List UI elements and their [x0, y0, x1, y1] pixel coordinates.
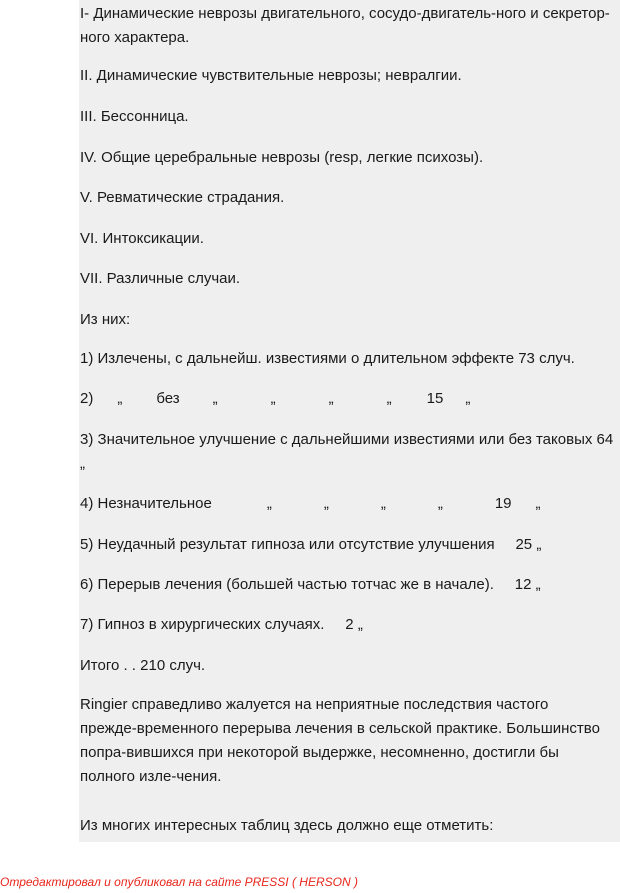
result-4-ditto-1: „ — [266, 495, 272, 512]
result-1-cured: 1) Излечены, с дальнейш. известиями о длительном эффекте 73 случ. — [80, 350, 575, 367]
paragraph-cerebral-neuroses: IV. Общие церебральные неврозы (resp, легкие психозы). — [80, 149, 484, 166]
result-2-ditto-4: „ — [328, 390, 334, 407]
result-2-without-word: без — [156, 390, 180, 407]
result-4-count: 19 — [494, 495, 512, 512]
paragraph-ringier: Ringier справедливо жалуется на неприятные последствия частого прежде-временного перерыва лечения в сельской практике. Большинство попра-вившихся при некоторой выдержке, несомненно, достигли бы полного изле-чения. — [80, 696, 600, 785]
result-5-failure: 5) Неудачный результат гипноза или отсутствие улучшения 25 „ — [80, 536, 542, 553]
result-2-without — [80, 387, 620, 411]
total-line: Итого . . 210 случ. — [80, 657, 206, 674]
result-4-ditto-2: „ — [323, 495, 329, 512]
result-4-ditto-3: „ — [380, 495, 386, 512]
result-2-count: 15 — [426, 390, 444, 407]
paragraph-tables: Из многих интересных таблиц здесь должно еще отметить: — [80, 817, 494, 834]
result-2-ditto-1: „ — [117, 390, 123, 407]
paragraph-various: VII. Различные случаи. — [80, 270, 241, 287]
result-6-interrupted: 6) Перерыв лечения (большей частью тотчас же в начале). 12 „ — [80, 576, 541, 593]
result-3-improvement: 3) Значительное улучшение с дальнейшими известиями или без таковых 64 „ — [80, 431, 614, 472]
result-4-ditto-4: „ — [437, 495, 443, 512]
result-2-ditto-6: „ — [465, 390, 471, 407]
result-2-ditto-3: „ — [270, 390, 276, 407]
result-4-ditto-5: „ — [535, 495, 541, 512]
footer-credit: Отредактировал и опубликовал на сайте PRESSI ( HERSON ) — [0, 875, 358, 889]
result-2-ditto-5: „ — [386, 390, 392, 407]
result-4-minor — [80, 492, 620, 516]
result-4-label: 4) Незначительное — [80, 495, 212, 512]
paragraph-of-them: Из них: — [80, 311, 131, 328]
paragraph-insomnia: III. Бессонница. — [80, 108, 189, 125]
paragraph-sensory-neuroses: II. Динамические чувствительные неврозы; невралгии. — [80, 67, 462, 84]
result-2-ditto-2: „ — [212, 390, 218, 407]
paragraph-dynamic-neuroses: I- Динамические неврозы двигательного, сосудо-двигатель-ного и секретор-ного характера. — [80, 5, 610, 46]
result-2-number: 2) — [80, 390, 94, 407]
result-7-surgical: 7) Гипноз в хирургических случаях. 2 „ — [80, 616, 363, 633]
paragraph-rheumatic: V. Ревматические страдания. — [80, 189, 285, 206]
paragraph-intoxication: VI. Интоксикации. — [80, 230, 204, 247]
